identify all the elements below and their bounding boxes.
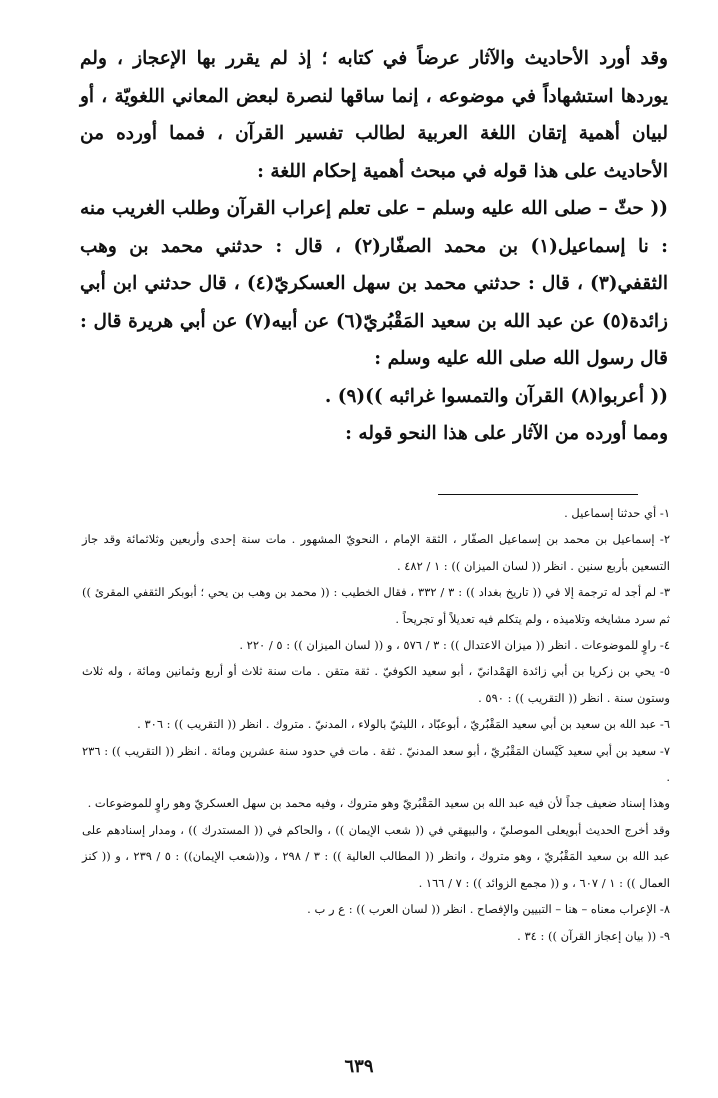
page-number: ٦٣٩ — [344, 1056, 374, 1077]
footnote: ٣- لم أجد له ترجمة إلا في (( تاريخ بغداد )) : ٣ / ٣٣٢ ، فقال الخطيب : (( محمد بن وهب بن يحي ؛ أبوبكر الثقفي المقرئ )) ثم سرد مشايخه وتلاميذه ، ولم يتكلم فيه تعديلاً أو تجريحاً . — [82, 585, 671, 626]
footnote: ١- أي حدثنا إسماعيل . — [564, 506, 670, 520]
footnote: ٥- يحي بن زكريا بن أبي زائدة الهَمْدانيّ ، أبو سعيد الكوفيّ . ثقة متقن . مات سنة ثلاث أو أربع وثمانين ومائة ، وله ثلاث وستون سنة . انظر (( التقريب )) : ٥٩٠ . — [82, 664, 670, 705]
body-paragraph: ومما أورده من الآثار على هذا النحو قوله : — [345, 423, 668, 444]
footnote: ٨- الإعراب معناه – هنا – التبيين والإفصاح . انظر (( لسان العرب )) : ع ر ب . — [307, 902, 670, 917]
footnotes — [82, 500, 670, 949]
main-text — [80, 40, 668, 453]
footnote-divider — [438, 494, 638, 495]
footnote: ٩- (( بيان إعجاز القرآن )) : ٣٤ . — [517, 928, 670, 943]
footnote: ٤- راوٍ للموضوعات . انظر (( ميزان الاعتدال )) : ٣ / ٥٧٦ ، و (( لسان الميزان )) : ٥ / ٢٢٠ . — [239, 638, 670, 653]
footnote: وقد أخرج الحديث أبويعلى الموصليّ ، والبيهقي في (( شعب الإيمان )) ، والحاكم في (( المستدرك )) ، ومدار إسنادهم على عبد الله بن سعيد المَقْبُريّ ، وهو متروك ، وانظر (( المطالب العالية )) : ٣ / ٢٩٨ ، و((شعب الإيمان)) : ٥ / ٢٣٩ ، و (( كنز العمال )) : ١ / ٦٠٧ ، و (( مجمع الزوائد )) : ٧ / ١٦٦ . — [82, 822, 671, 890]
body-paragraph: (( حثّ – صلى الله عليه وسلم – على تعلم إعراب القرآن وطلب الغريب منه : نا إسماعيل(١) بن محمد الصفّار(٢) ، قال : حدثني محمد بن وهب الثقفي(٣) ، قال : حدثني محمد بن سهل العسكريّ(٤) ، قال حدثني ابن أبي زائدة(٥) عن عبد الله بن سعيد المَقْبُريّ(٦) عن أبيه(٧) عن أبي هريرة قال : قال رسول الله صلى الله عليه وسلم : — [80, 198, 668, 369]
footnote: ٢- إسماعيل بن محمد بن إسماعيل الصفّار ، الثقة الإمام ، النحويّ المشهور . مات سنة إحدى وأربعين وثلاثمائة وقد جاز التسعين بأربع سنين . انظر (( لسان الميزان )) : ١ / ٤٨٢ . — [82, 532, 670, 573]
footnote: وهذا إسناد ضعيف جداً لأن فيه عبد الله بن سعيد المَقْبُريّ وهو متروك ، وفيه محمد بن سهل العسكريّ وهو راوٍ للموضوعات . — [87, 796, 670, 811]
body-paragraph: (( أعربوا(٨) القرآن والتمسوا غرائبه ))(٩) . — [324, 385, 668, 407]
footnote: ٧- سعيد بن أبي سعيد كَيْسان المَقْبُريّ ، أبو سعد المدنيّ . ثقة . مات في حدود سنة عشرين ومائة . انظر (( التقريب )) : ٢٣٦ . — [82, 743, 670, 785]
body-paragraph: وقد أورد الأحاديث والآثار عرضاً في كتابه ؛ إذ لم يقرر بها الإعجاز ، ولم يوردها استشهاداً في موضوعه ، إنما ساقها لنصرة لبعض المعاني اللغويّة ، أو لبيان أهمية إتقان اللغة العربية لطالب تفسير القرآن ، فمما أورده من الأحاديث على هذا قوله في مبحث أهمية إحكام اللغة : — [80, 48, 668, 182]
footnote: ٦- عبد الله بن سعيد بن أبي سعيد المَقْبُريّ ، أبوعبّاد ، الليثيّ بالولاء ، المدنيّ . متروك . انظر (( التقريب )) : ٣٠٦ . — [137, 717, 670, 732]
